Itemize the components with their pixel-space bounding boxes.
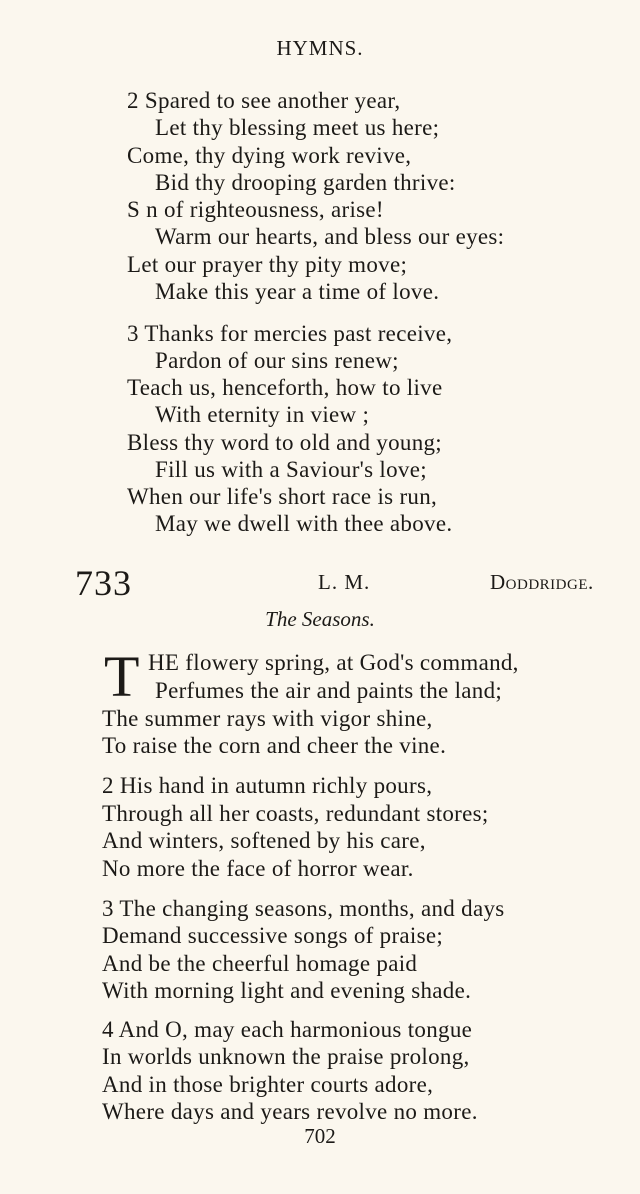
verse-line: To raise the corn and cheer the vine. [102,733,447,758]
verse-line: And be the cheerful homage paid [102,951,418,976]
verse-line: With morning light and evening shade. [102,978,472,1003]
verse-line: Through all her coasts, redundant stores; [102,801,489,826]
verse-line: Where days and years revolve no more. [102,1099,478,1124]
verse-line: And winters, softened by his care, [102,828,426,853]
hymn-meter: L. M. [318,570,371,594]
verse-line: May we dwell with thee above. [155,511,453,536]
verse-line: HE flowery spring, at God's command, [148,650,519,675]
verse-line: 3 Thanks for mercies past receive, [127,321,453,346]
hymn-author: Doddridge. [490,570,594,594]
hymn-heading [0,562,640,602]
verse-line: Make this year a time of love. [155,279,440,304]
verse-line: Come, thy dying work revive, [127,143,412,168]
verse-line: Let our prayer thy pity move; [127,252,408,277]
verse-line: Pardon of our sins renew; [155,348,399,373]
verse-line: When our life's short race is run, [127,484,438,509]
verse-line: Warm our hearts, and bless our eyes: [155,224,505,249]
verse-line: 2 Spared to see another year, [127,88,401,113]
verse-line: Fill us with a Saviour's love; [155,457,427,482]
page-number: 702 [304,1124,336,1148]
verse-line: No more the face of horror wear. [102,856,414,881]
verse-line: And in those brighter courts adore, [102,1072,434,1097]
verse-line: Bid thy drooping garden thrive: [155,170,456,195]
hymn-number: 733 [75,563,132,603]
verse-line: In worlds unknown the praise prolong, [102,1044,470,1069]
verse-line: Bless thy word to old and young; [127,430,442,455]
verse-line: 2 His hand in autumn richly pours, [102,773,433,798]
hymn-title: The Seasons. [265,607,375,631]
drop-cap: T [104,644,140,709]
verse-line: The summer rays with vigor shine, [102,706,433,731]
verse-line: Let thy blessing meet us here; [155,115,440,140]
verse-line: Demand successive songs of praise; [102,923,444,948]
running-header: HYMNS. [276,36,364,60]
verse-line: With eternity in view ; [155,402,370,427]
verse-line: Teach us, henceforth, how to live [127,375,443,400]
verse-line: 4 And O, may each harmonious tongue [102,1017,473,1042]
verse-line: Perfumes the air and paints the land; [155,678,503,703]
verse-line: 3 The changing seasons, months, and days [102,896,505,921]
verse-line: S n of righteousness, arise! [127,197,384,222]
